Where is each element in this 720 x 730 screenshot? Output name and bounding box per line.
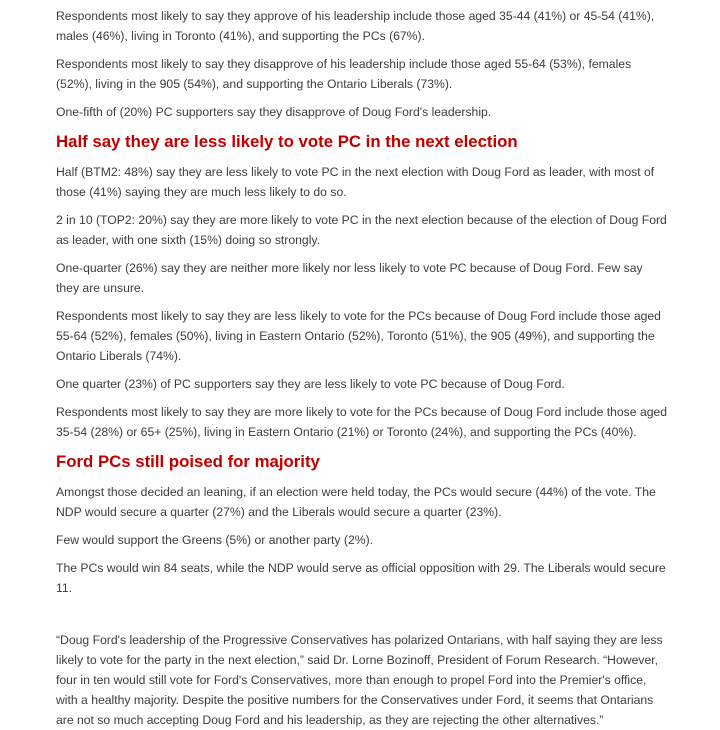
vote-pc-paragraph: One quarter (23%) of PC supporters say they are less likely to vote PC because of Doug Ford. bbox=[56, 377, 565, 391]
quote-paragraph: “Doug Ford's leadership of the Progressive Conservatives has polarized Ontarians, with half saying they are less likely to vote for the party in the next election,” said Dr. Lorne Bozinoff, President of Forum Research. “However, four in ten would still vote for Ford's Conservatives, more than enough to propel Ford into the Premier's office, with a healthy majority. Despite the positive numbers for the Conservatives under Ford, it seems that Ontarians are not so much accepting Doug Ford and his leadership, as they are rejecting the other alternatives.” bbox=[56, 633, 663, 727]
vote-pc-paragraph: 2 in 10 (TOP2: 20%) say they are more likely to vote PC in the next election because of the election of Doug Ford as leader, with one sixth (15%) doing so strongly. bbox=[56, 213, 667, 247]
vote-pc-paragraph: Half (BTM2: 48%) say they are less likely to vote PC in the next election with Doug Ford as leader, with most of those (41%) saying they are much less likely to do so. bbox=[56, 165, 655, 199]
majority-paragraph: Amongst those decided an leaning, if an election were held today, the PCs would secure (44%) of the vote. The NDP would secure a quarter (27%) and the Liberals would secure a quarter (23%). bbox=[56, 485, 656, 519]
section-heading-majority: Ford PCs still poised for majority bbox=[56, 452, 320, 471]
disapprove-paragraph: Respondents most likely to say they disapprove of his leadership include those aged 55-64 (53%), females (52%), living in the 905 (54%), and supporting the Ontario Liberals (73%). bbox=[56, 57, 632, 91]
section-heading-vote-pc: Half say they are less likely to vote PC in the next election bbox=[56, 132, 518, 151]
article-body bbox=[56, 0, 668, 730]
pc-disapprove-paragraph: One-fifth of (20%) PC supporters say they disapprove of Doug Ford's leadership. bbox=[56, 105, 492, 119]
approve-paragraph: Respondents most likely to say they approve of his leadership include those aged 35-44 (41%) or 45-54 (41%), males (46%), living in Toronto (41%), and supporting the PCs (67%). bbox=[56, 9, 655, 43]
vote-pc-paragraph: Respondents most likely to say they are less likely to vote for the PCs because of Doug Ford include those aged 55-64 (52%), females (50%), living in Eastern Ontario (52%), Toronto (51%), the 905 (49%), and supporting the Ontario Liberals (74%). bbox=[56, 309, 661, 363]
majority-paragraph: The PCs would win 84 seats, while the NDP would serve as official opposition with 29. The Liberals would secure 11. bbox=[56, 561, 666, 595]
vote-pc-paragraph: One-quarter (26%) say they are neither more likely nor less likely to vote PC because of Doug Ford. Few say they are unsure. bbox=[56, 261, 643, 295]
majority-paragraph: Few would support the Greens (5%) or another party (2%). bbox=[56, 533, 374, 547]
vote-pc-paragraph: Respondents most likely to say they are more likely to vote for the PCs because of Doug Ford include those aged 35-54 (28%) or 65+ (25%), living in Eastern Ontario (21%) or Toronto (24%), and supporting the PCs (40%). bbox=[56, 405, 668, 439]
